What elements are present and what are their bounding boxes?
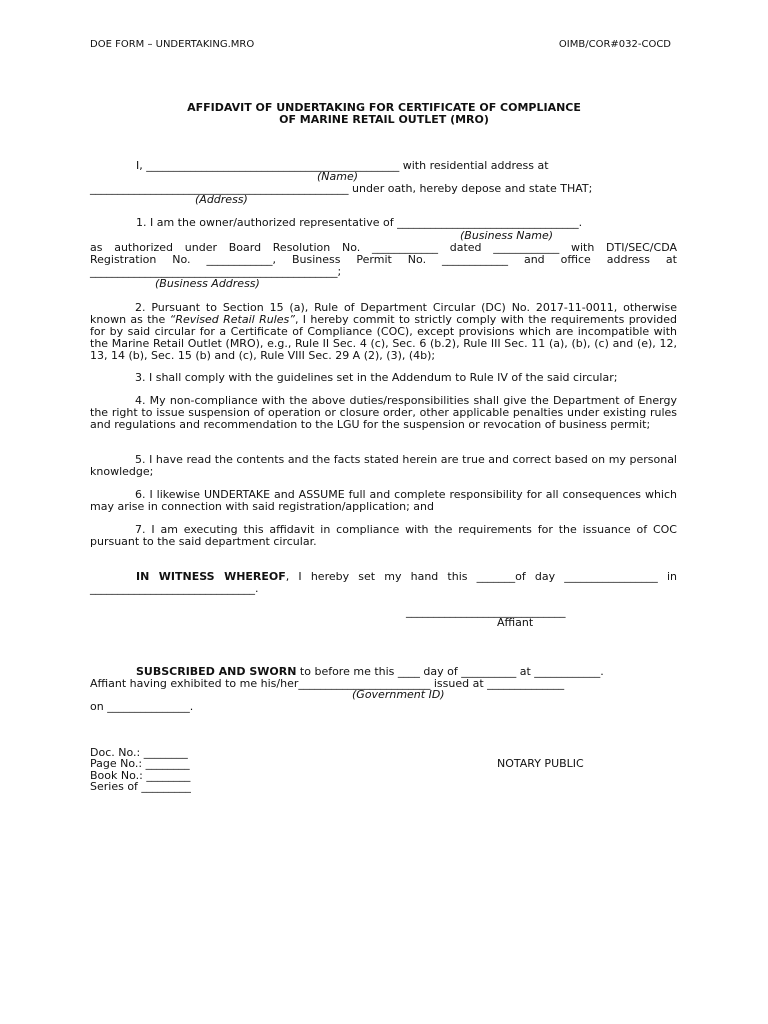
business-name-label: (Business Name)	[460, 229, 554, 242]
title-line-2: OF MARINE RETAIL OUTLET (MRO)	[279, 113, 489, 126]
affiant-signature-line: _____________________________	[406, 605, 566, 618]
form-code: DOE FORM – UNDERTAKING.MRO	[90, 39, 255, 50]
item-4: 4. My non-compliance with the above duties/responsibilities shall give the Department of Energy the right to issue suspension of operation or closure order, other applicable penalties under existing rules and regulations and recommendation to the LGU for the suspension or revocation of business permit;	[90, 394, 677, 431]
title-line-1: AFFIDAVIT OF UNDERTAKING FOR CERTIFICATE OF COMPLIANCE	[187, 101, 581, 114]
name-label: (Name)	[317, 170, 359, 183]
witness-bold: IN WITNESS WHEREOF	[136, 570, 286, 583]
witness-line-2: ______________________________.	[90, 582, 259, 595]
notary-public-label: NOTARY PUBLIC	[497, 757, 584, 770]
affiant-label: Affiant	[497, 616, 534, 629]
item-2-lead: 2. Pursuant to Section 15 (a), Rule of Department Circular (DC) No. 2017-11-0011, otherwise known as the	[90, 301, 677, 326]
business-address-label: (Business Address)	[155, 277, 260, 290]
sworn-line-2: Affiant having exhibited to me his/her________________________ issued at ______________	[90, 677, 565, 690]
intro-line-2: _______________________________________________ under oath, hereby depose and state THAT;	[90, 182, 593, 195]
address-label: (Address)	[195, 193, 248, 206]
sworn-rest: to before me this ____ day of __________ at ____________.	[296, 665, 604, 678]
document-code: OIMB/COR#032-COCD	[558, 39, 671, 50]
item-6: 6. I likewise UNDERTAKE and ASSUME full and complete responsibility for all consequences which may arise in connection with said registration/application; and	[90, 488, 677, 513]
intro-line-1: I, ______________________________________________ with residential address at	[136, 159, 549, 172]
doc-no: Doc. No.: ________	[90, 746, 188, 759]
witness-rest: , I hereby set my hand this _______of day _________________ in	[285, 570, 677, 583]
item-2-quoted: “Revised Retail Rules”	[169, 313, 295, 326]
page-no: Page No.: ________	[90, 757, 190, 770]
item-2-rest: , I hereby commit to strictly comply with the requirements provided for by said circular for a Certificate of Compliance (COC), except provisions which are incompatible with the Marine Retail Outlet (MRO), e.g., Rule II Sec. 4 (c), Sec. 6 (b.2), Rule III Sec. 11 (a), (b), (c) and (e), 12, 13, 14 (b), Sec. 15 (b) and (c), Rule VIII Sec. 29 A (2), (3), (4b);	[90, 313, 677, 362]
item-1-line-2: as authorized under Board Resolution No. ____________ dated ____________ with DTI/SEC/CDA	[90, 241, 677, 254]
item-1-line-4: _____________________________________________;	[90, 265, 342, 278]
book-no: Book No.: ________	[90, 769, 191, 782]
item-1-line-3: Registration No. ____________, Business Permit No. ____________ and office address at	[90, 253, 677, 266]
sworn-bold: SUBSCRIBED AND SWORN	[136, 665, 297, 678]
item-5: 5. I have read the contents and the facts stated herein are true and correct based on my personal knowledge;	[90, 453, 677, 478]
item-1-line-1: 1. I am the owner/authorized representative of _________________________________.	[136, 216, 583, 229]
sworn-line-3: on _______________.	[90, 700, 194, 713]
item-2	[90, 302, 677, 362]
item-3: 3. I shall comply with the guidelines set in the Addendum to Rule IV of the said circular;	[135, 371, 618, 384]
government-id-label: (Government ID)	[352, 688, 445, 701]
series-of: Series of _________	[90, 780, 191, 793]
item-7: 7. I am executing this affidavit in compliance with the requirements for the issuance of COC pursuant to the said department circular.	[90, 523, 677, 548]
